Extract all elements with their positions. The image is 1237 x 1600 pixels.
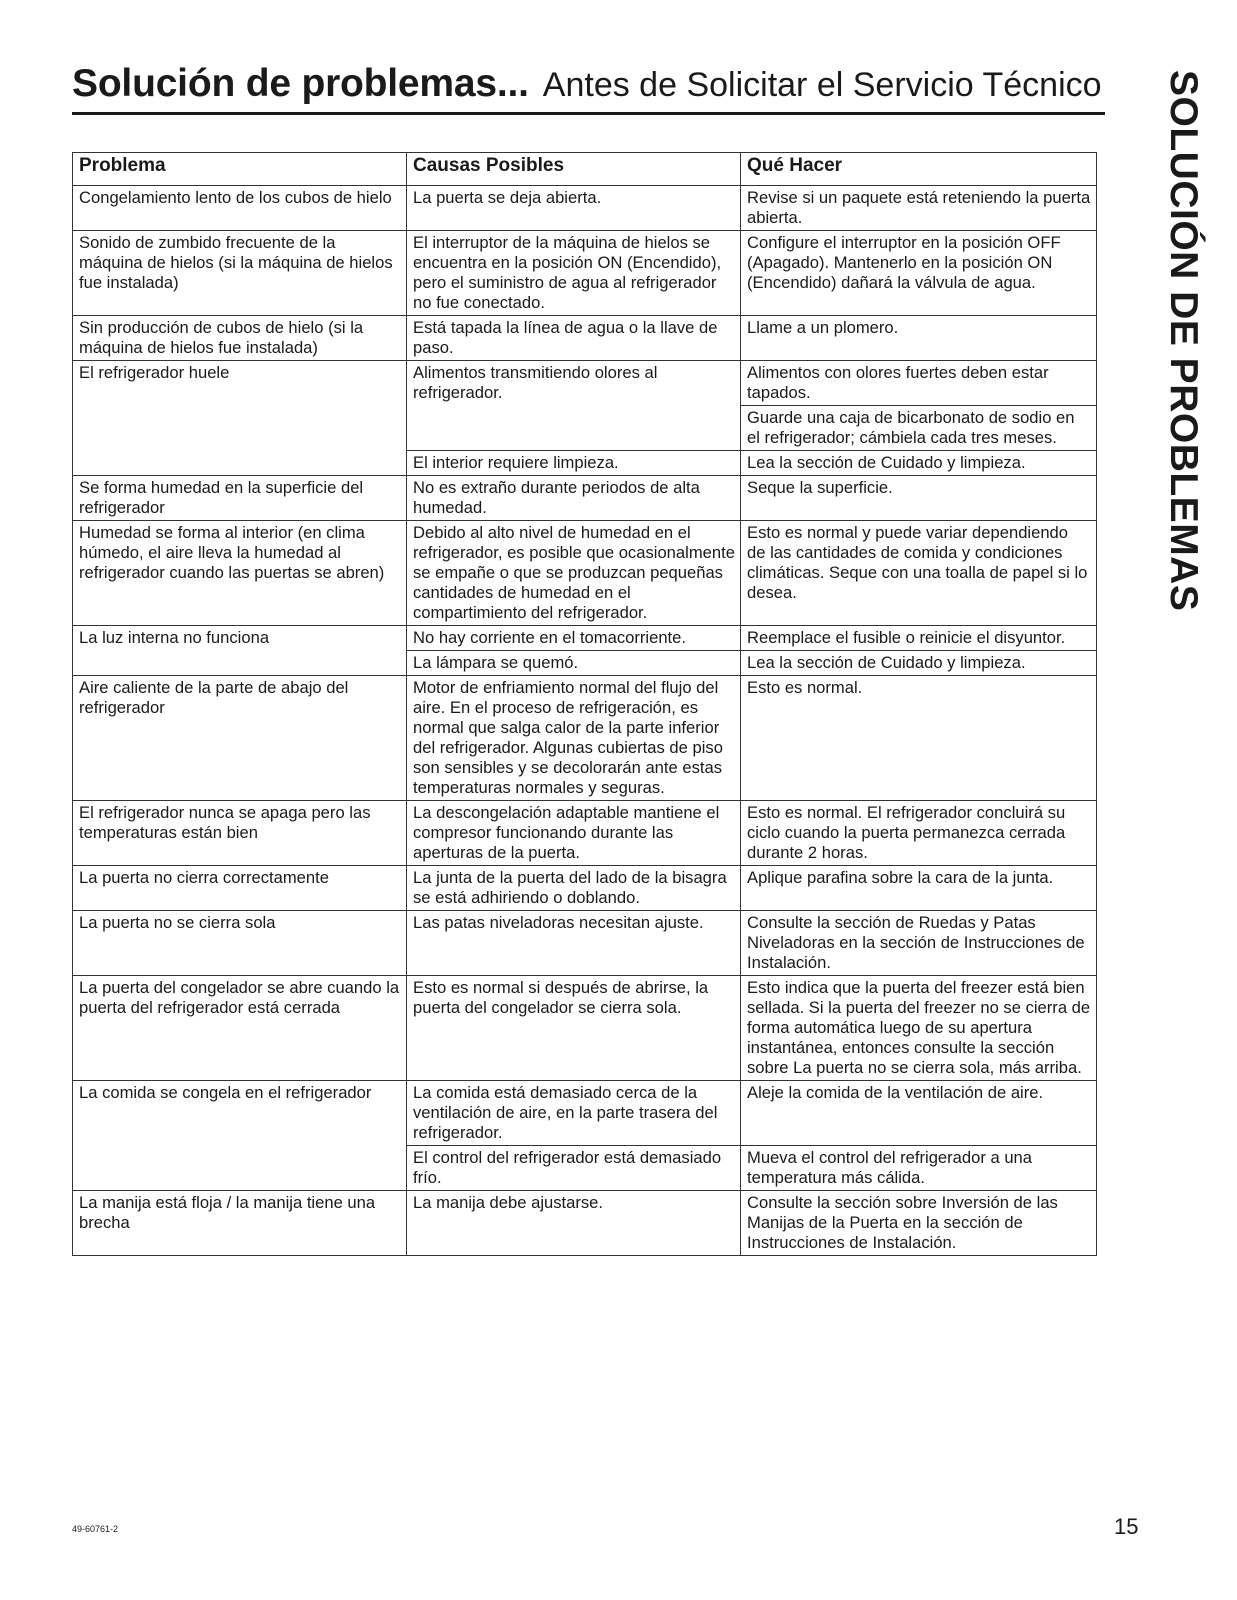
problem-cell: La manija está floja / la manija tiene una brecha <box>73 1191 407 1256</box>
problem-cell: La luz interna no funciona <box>73 626 407 676</box>
action-cell: Configure el interruptor en la posición OFF (Apagado). Mantenerlo en la posición ON (Encendido) dañará la válvula de agua. <box>741 231 1097 316</box>
table-row <box>73 911 1097 976</box>
table-row <box>73 676 1097 801</box>
action-cell: Esto es normal y puede variar dependiendo de las cantidades de comida y condiciones climáticas. Seque con una toalla de papel si lo desea. <box>741 521 1097 626</box>
table-header-row <box>73 153 1097 186</box>
action-cell: Guarde una caja de bicarbonato de sodio en el refrigerador; cámbiela cada tres meses. <box>741 406 1097 451</box>
table-row <box>73 361 1097 406</box>
cause-cell: No es extraño durante periodos de alta humedad. <box>407 476 741 521</box>
cause-cell: El interior requiere limpieza. <box>407 451 741 476</box>
table-row <box>73 476 1097 521</box>
table-row <box>73 1081 1097 1146</box>
cause-cell: La puerta se deja abierta. <box>407 186 741 231</box>
table-row <box>73 1191 1097 1256</box>
troubleshooting-table <box>72 152 1097 1256</box>
cause-cell: Debido al alto nivel de humedad en el refrigerador, es posible que ocasionalmente se empañe o que se produzcan pequeñas cantidades de humedad en el compartimiento del refrigerador. <box>407 521 741 626</box>
action-cell: Reemplace el fusible o reinicie el disyuntor. <box>741 626 1097 651</box>
table-row <box>73 521 1097 626</box>
cause-cell: Las patas niveladoras necesitan ajuste. <box>407 911 741 976</box>
header-problem: Problema <box>73 153 407 186</box>
title-bold: Solución de problemas... <box>72 62 529 105</box>
problem-cell: Aire caliente de la parte de abajo del refrigerador <box>73 676 407 801</box>
table-row <box>73 866 1097 911</box>
problem-cell: El refrigerador nunca se apaga pero las temperaturas están bien <box>73 801 407 866</box>
problem-cell: Se forma humedad en la superficie del refrigerador <box>73 476 407 521</box>
action-cell: Aplique parafina sobre la cara de la junta. <box>741 866 1097 911</box>
action-cell: Seque la superficie. <box>741 476 1097 521</box>
page-header <box>72 62 1105 115</box>
action-cell: Llame a un plomero. <box>741 316 1097 361</box>
cause-cell: La lámpara se quemó. <box>407 651 741 676</box>
document-number: 49-60761-2 <box>72 1524 119 1534</box>
cause-cell: Está tapada la línea de agua o la llave de paso. <box>407 316 741 361</box>
table-row <box>73 316 1097 361</box>
title-subtitle: Antes de Solicitar el Servicio Técnico <box>542 66 1102 104</box>
side-section-tab: SOLUCIÓN DE PROBLEMAS <box>1162 70 1205 612</box>
header-causes: Causas Posibles <box>407 153 741 186</box>
action-cell: Revise si un paquete está reteniendo la puerta abierta. <box>741 186 1097 231</box>
problem-cell: Congelamiento lento de los cubos de hielo <box>73 186 407 231</box>
problem-cell: La comida se congela en el refrigerador <box>73 1081 407 1191</box>
cause-cell: La descongelación adaptable mantiene el compresor funcionando durante las aperturas de la puerta. <box>407 801 741 866</box>
problem-cell: La puerta del congelador se abre cuando la puerta del refrigerador está cerrada <box>73 976 407 1081</box>
table-row <box>73 626 1097 651</box>
cause-cell: El control del refrigerador está demasiado frío. <box>407 1146 741 1191</box>
action-cell: Alimentos con olores fuertes deben estar tapados. <box>741 361 1097 406</box>
action-cell: Esto es normal. El refrigerador concluirá su ciclo cuando la puerta permanezca cerrada durante 2 horas. <box>741 801 1097 866</box>
action-cell: Lea la sección de Cuidado y limpieza. <box>741 451 1097 476</box>
table-row <box>73 186 1097 231</box>
problem-cell: Humedad se forma al interior (en clima húmedo, el aire lleva la humedad al refrigerador cuando las puertas se abren) <box>73 521 407 626</box>
action-cell: Mueva el control del refrigerador a una temperatura más cálida. <box>741 1146 1097 1191</box>
table-row <box>73 231 1097 316</box>
cause-cell: Motor de enfriamiento normal del flujo del aire. En el proceso de refrigeración, es normal que salga calor de la parte inferior del refrigerador. Algunas cubiertas de piso son sensibles y se decolorarán ante estas temperaturas normales y seguras. <box>407 676 741 801</box>
cause-cell: La manija debe ajustarse. <box>407 1191 741 1256</box>
cause-cell: Alimentos transmitiendo olores al refrigerador. <box>407 361 741 451</box>
problem-cell: Sin producción de cubos de hielo (si la máquina de hielos fue instalada) <box>73 316 407 361</box>
table-row <box>73 801 1097 866</box>
action-cell: Esto indica que la puerta del freezer está bien sellada. Si la puerta del freezer no se cierra de forma automática luego de su apertura instantánea, entonces consulte la sección sobre La puerta no se cierra sola, más arriba. <box>741 976 1097 1081</box>
cause-cell: El interruptor de la máquina de hielos se encuentra en la posición ON (Encendido), pero el suministro de agua al refrigerador no fue conectado. <box>407 231 741 316</box>
cause-cell: La junta de la puerta del lado de la bisagra se está adhiriendo o doblando. <box>407 866 741 911</box>
cause-cell: Esto es normal si después de abrirse, la puerta del congelador se cierra sola. <box>407 976 741 1081</box>
table-row <box>73 976 1097 1081</box>
page-number: 15 <box>1114 1514 1139 1539</box>
action-cell: Consulte la sección de Ruedas y Patas Niveladoras en la sección de Instrucciones de Instalación. <box>741 911 1097 976</box>
cause-cell: La comida está demasiado cerca de la ventilación de aire, en la parte trasera del refrigerador. <box>407 1081 741 1146</box>
header-actions: Qué Hacer <box>741 153 1097 186</box>
action-cell: Esto es normal. <box>741 676 1097 801</box>
action-cell: Consulte la sección sobre Inversión de las Manijas de la Puerta en la sección de Instrucciones de Instalación. <box>741 1191 1097 1256</box>
problem-cell: La puerta no cierra correctamente <box>73 866 407 911</box>
cause-cell: No hay corriente en el tomacorriente. <box>407 626 741 651</box>
problem-cell: El refrigerador huele <box>73 361 407 476</box>
problem-cell: La puerta no se cierra sola <box>73 911 407 976</box>
problem-cell: Sonido de zumbido frecuente de la máquina de hielos (si la máquina de hielos fue instalada) <box>73 231 407 316</box>
action-cell: Lea la sección de Cuidado y limpieza. <box>741 651 1097 676</box>
action-cell: Aleje la comida de la ventilación de aire. <box>741 1081 1097 1146</box>
